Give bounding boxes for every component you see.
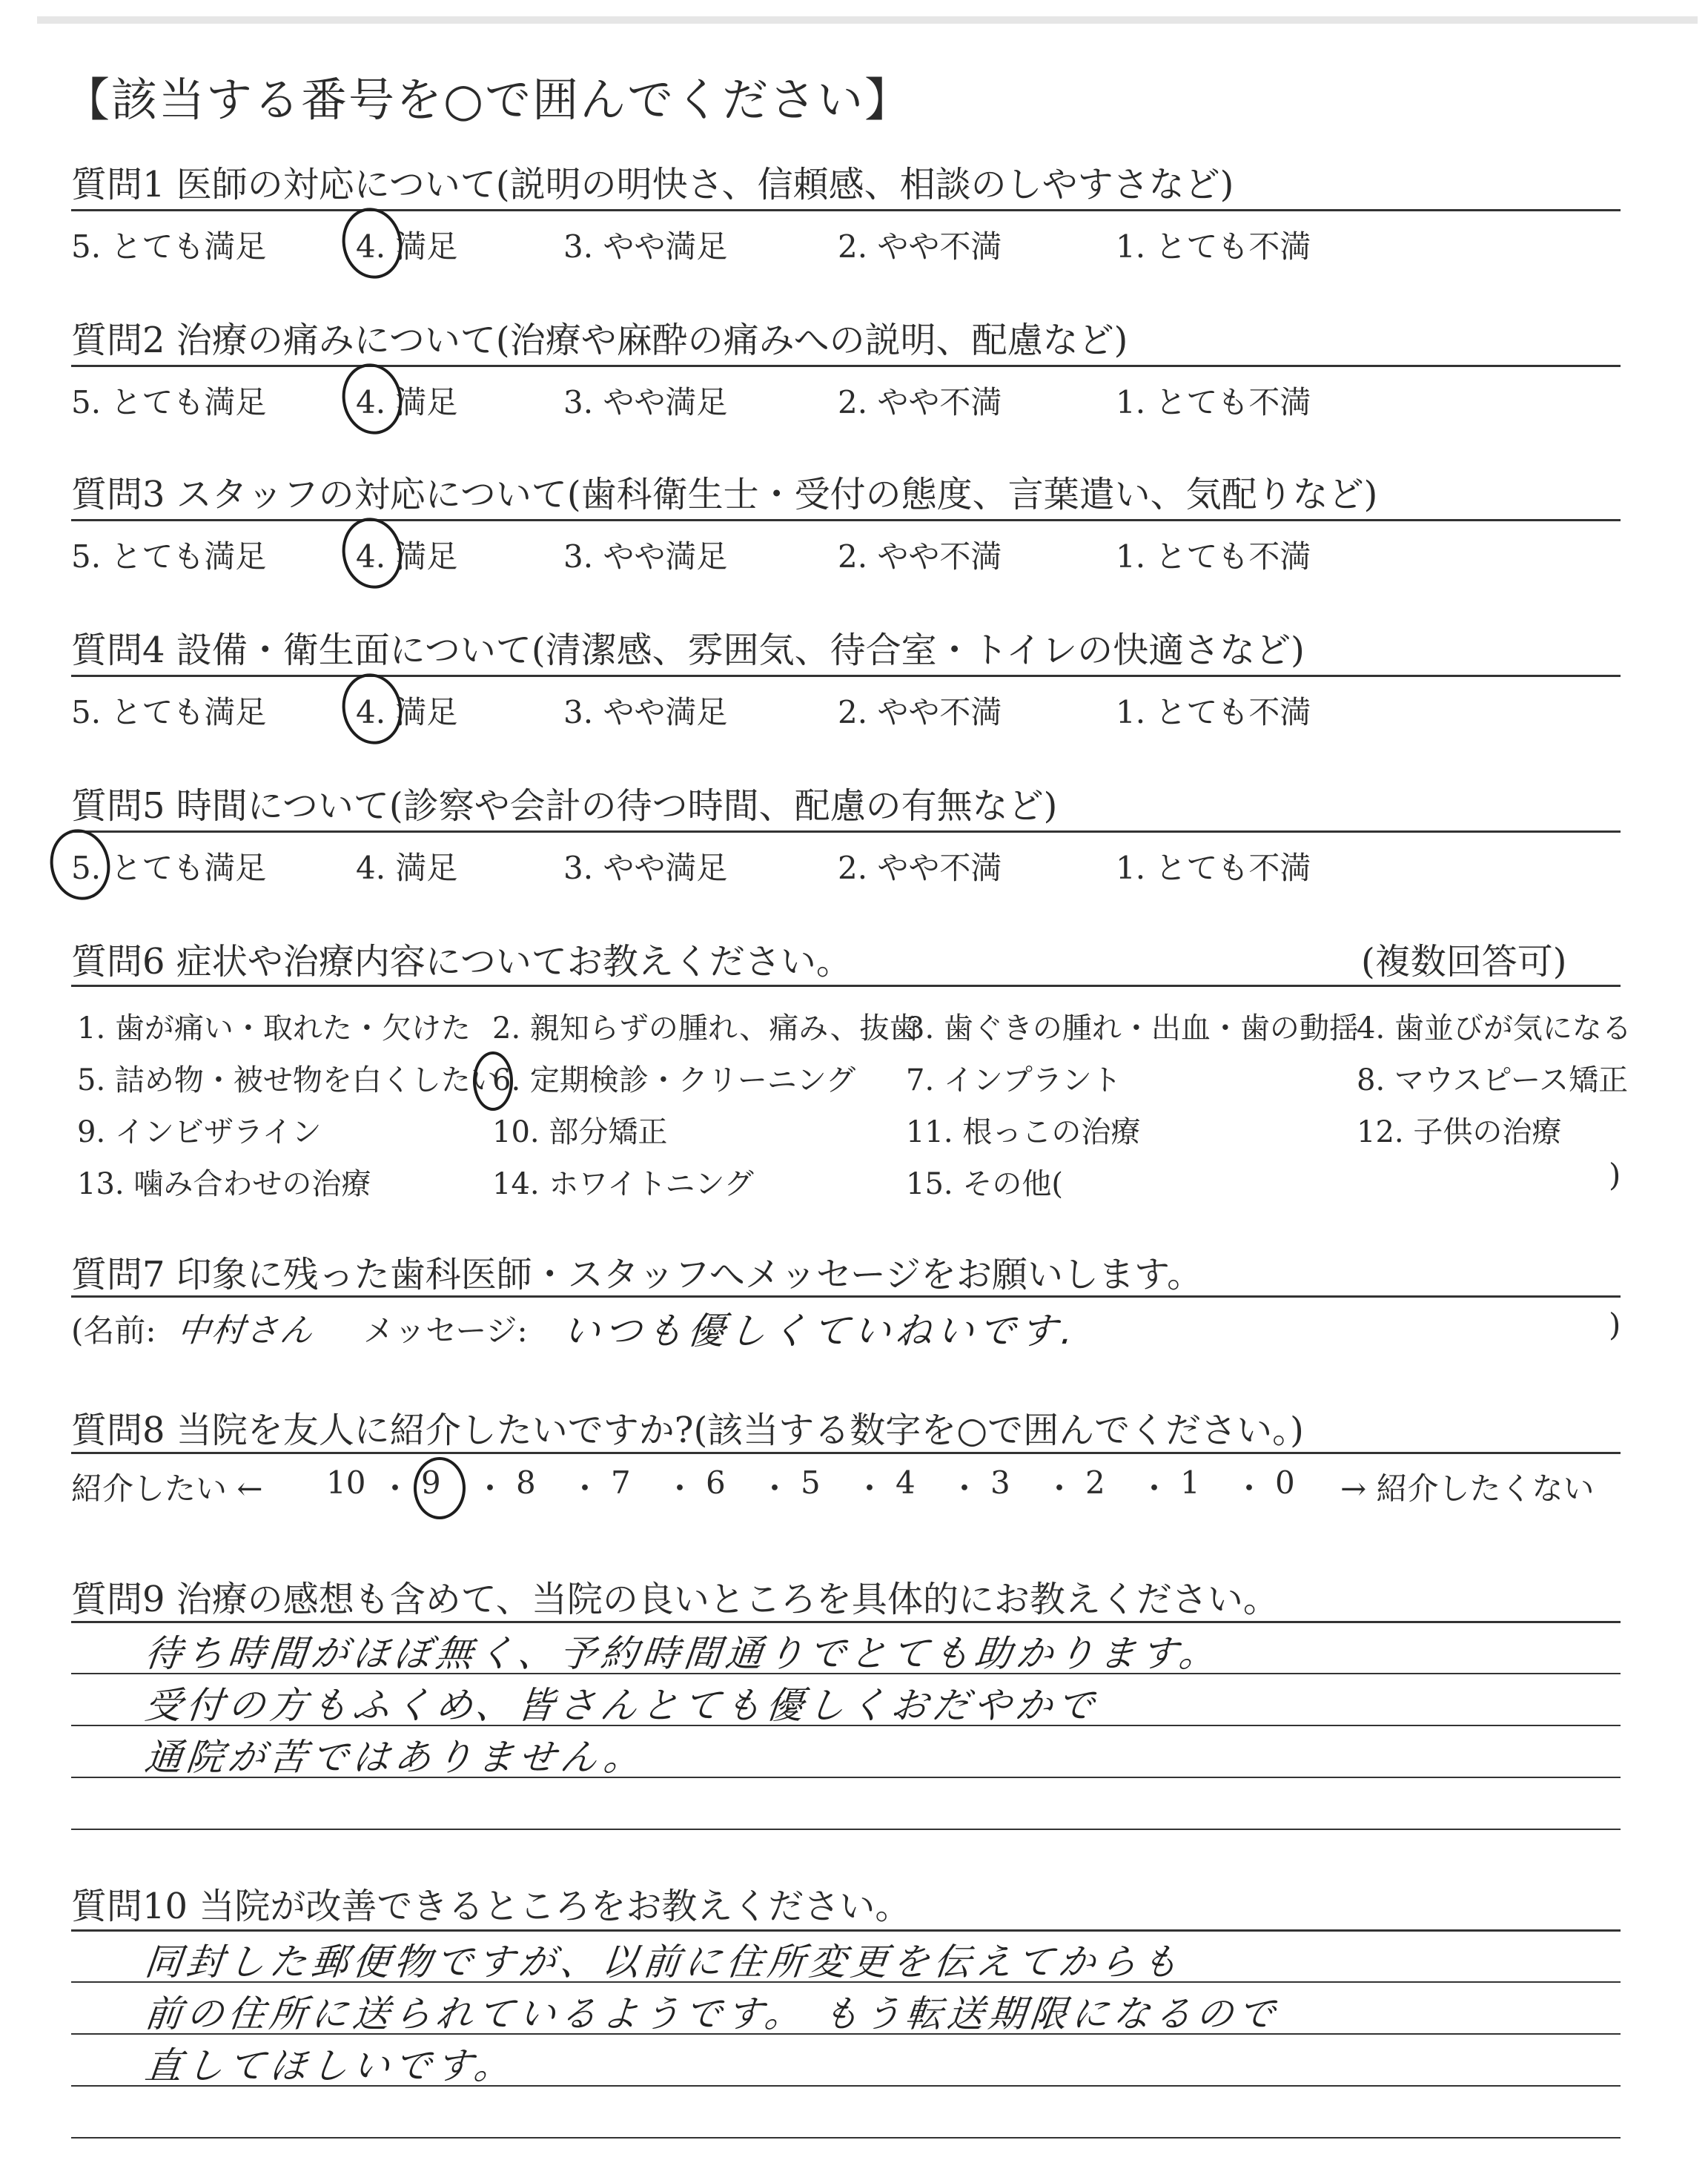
q6-option-12[interactable]: 12. 子供の治療 [1357,1115,1562,1149]
q5-option-2[interactable]: 2. やや不満 [838,850,1002,886]
q3-option-5[interactable]: 5. とても満足 [71,538,267,575]
q3-option-2[interactable]: 2. やや不満 [838,538,1002,575]
q9-answer-line[interactable]: 受付の方もふくめ、皆さんとても優しくおだやかで [142,1684,1101,1727]
q8-right-label: → 紹介したくない [1340,1470,1595,1507]
q2-selection-circle [336,358,408,440]
q8-number-4[interactable]: 4 [896,1464,916,1501]
q8-selection-circle [414,1457,466,1519]
q8-number-9[interactable]: 9 [421,1464,441,1501]
q6-rule [71,985,1621,987]
q6-option-14[interactable]: 14. ホワイトニング [492,1167,754,1201]
q4-rule [71,675,1621,677]
q6-selection-circle [473,1051,513,1111]
q5-option-1[interactable]: 1. とても不満 [1116,850,1311,886]
q6-option-5[interactable]: 5. 詰め物・被せ物を白くしたい [77,1063,500,1097]
q6-option-4[interactable]: 4. 歯並びが気になる [1357,1011,1632,1046]
q7-name-value[interactable]: 中村さん [175,1312,317,1350]
q7-close-paren: ) [1609,1307,1621,1343]
q7-message-label: メッセージ: [363,1312,528,1349]
q1-selection-circle [336,202,408,285]
q8-separator: ・ [1139,1470,1171,1507]
q6-option-11[interactable]: 11. 根っこの治療 [906,1115,1141,1149]
q8-number-7[interactable]: 7 [611,1464,631,1501]
q8-separator: ・ [664,1470,696,1507]
q8-separator: ・ [854,1470,886,1507]
q7-title: 質問7 印象に残った歯科医師・スタッフへメッセージをお願いします。 [71,1254,1203,1295]
q8-left-label: 紹介したい ← [71,1470,263,1507]
q10-line-rule [71,2137,1621,2138]
q4-option-4[interactable]: 4. 満足 [356,694,458,730]
q8-separator: ・ [1234,1470,1265,1507]
q8-number-0[interactable]: 0 [1275,1464,1295,1501]
q8-number-1[interactable]: 1 [1180,1464,1200,1501]
q2-option-4[interactable]: 4. 満足 [356,384,458,420]
q4-option-5[interactable]: 5. とても満足 [71,694,267,730]
q5-option-4[interactable]: 4. 満足 [356,850,458,886]
q6-option-1[interactable]: 1. 歯が痛い・取れた・欠けた [77,1011,471,1046]
q6-note: (複数回答可) [1361,941,1567,982]
q3-title: 質問3 スタッフの対応について(歯科衛生士・受付の態度、言葉遣い、気配りなど) [71,474,1378,515]
q1-option-1[interactable]: 1. とても不満 [1116,228,1311,265]
q8-separator: ・ [759,1470,791,1507]
q6-option-8[interactable]: 8. マウスピース矯正 [1357,1063,1629,1097]
q4-option-2[interactable]: 2. やや不満 [838,694,1002,730]
scan-top-edge [37,16,1698,24]
q4-option-3[interactable]: 3. やや満足 [563,694,728,730]
q3-selection-circle [336,512,408,595]
q10-answer-line[interactable]: 同封した郵便物ですが、以前に住所変更を伝えてからも [142,1941,1185,1984]
q7-message-value[interactable]: いつも優しくていねいです. [560,1309,1080,1353]
q8-separator: ・ [949,1470,981,1507]
q6-option-9[interactable]: 9. インビザライン [77,1115,322,1149]
q8-number-2[interactable]: 2 [1085,1464,1105,1501]
q3-option-1[interactable]: 1. とても不満 [1116,538,1311,575]
q1-rule [71,209,1621,211]
q9-title: 質問9 治療の感想も含めて、当院の良いところを具体的にお教えください。 [71,1579,1279,1620]
q5-option-5[interactable]: 5. とても満足 [71,850,267,886]
q7-name-label: (名前: [71,1312,156,1349]
q8-separator: ・ [569,1470,601,1507]
q2-option-2[interactable]: 2. やや不満 [838,384,1002,420]
q3-option-3[interactable]: 3. やや満足 [563,538,728,575]
q9-answer-line[interactable]: 通院が苦ではありません。 [142,1736,648,1779]
q6-option-10[interactable]: 10. 部分矯正 [492,1115,668,1149]
q5-title: 質問5 時間について(診察や会計の待つ時間、配慮の有無など) [71,785,1058,827]
q6-option-2[interactable]: 2. 親知らずの腫れ、痛み、抜歯 [492,1011,919,1046]
q3-rule [71,519,1621,521]
q9-line-rule [71,1621,1621,1623]
q6-close-paren: ) [1609,1157,1621,1193]
q8-number-5[interactable]: 5 [801,1464,821,1501]
q8-number-3[interactable]: 3 [990,1464,1010,1501]
q8-number-8[interactable]: 8 [516,1464,536,1501]
q10-title: 質問10 当院が改善できるところをお教えください。 [71,1886,911,1927]
q8-number-6[interactable]: 6 [706,1464,726,1501]
q5-option-3[interactable]: 3. やや満足 [563,850,728,886]
q10-line-rule [71,1929,1621,1932]
q7-rule [71,1295,1621,1298]
q9-line-rule [71,1829,1621,1830]
q2-title: 質問2 治療の痛みについて(治療や麻酔の痛みへの説明、配慮など) [71,320,1128,361]
q6-option-7[interactable]: 7. インプラント [906,1063,1122,1097]
q1-title: 質問1 医師の対応について(説明の明快さ、信頼感、相談のしやすさなど) [71,164,1234,205]
q8-title: 質問8 当院を友人に紹介したいですか?(該当する数字を○で囲んでください。) [71,1410,1304,1451]
q2-option-5[interactable]: 5. とても満足 [71,384,267,420]
q10-answer-line[interactable]: 前の住所に送られているようです。 もう転送期限になるので [142,1992,1282,2035]
q1-option-4[interactable]: 4. 満足 [356,228,458,265]
q10-answer-line[interactable]: 直してほしいです。 [142,2044,518,2087]
q2-option-3[interactable]: 3. やや満足 [563,384,728,420]
q8-rule [71,1452,1621,1454]
q4-title: 質問4 設備・衛生面について(清潔感、雰囲気、待合室・トイレの快適さなど) [71,630,1305,671]
q6-option-15[interactable]: 15. その他( [906,1167,1063,1201]
q2-option-1[interactable]: 1. とても不満 [1116,384,1311,420]
q5-rule [71,830,1621,833]
q2-rule [71,365,1621,367]
q8-number-10[interactable]: 10 [326,1464,366,1501]
q6-option-3[interactable]: 3. 歯ぐきの腫れ・出血・歯の動揺 [906,1011,1359,1046]
q8-separator: ・ [474,1470,506,1507]
q1-option-5[interactable]: 5. とても満足 [71,228,267,265]
q4-selection-circle [336,668,408,750]
q6-option-6[interactable]: 6. 定期検診・クリーニング [492,1063,856,1097]
q9-answer-line[interactable]: 待ち時間がほぼ無く、予約時間通りでとても助かります。 [142,1632,1223,1675]
q1-option-3[interactable]: 3. やや満足 [563,228,728,265]
page-heading: 【該当する番号を○で囲んでください】 [64,73,913,127]
q8-separator: ・ [1044,1470,1076,1507]
q6-title: 質問6 症状や治療内容についてお教えください。 [71,941,852,982]
q5-selection-circle [44,824,116,906]
q8-separator: ・ [380,1470,411,1507]
q4-option-1[interactable]: 1. とても不満 [1116,694,1311,730]
q3-option-4[interactable]: 4. 満足 [356,538,458,575]
q1-option-2[interactable]: 2. やや不満 [838,228,1002,265]
q6-option-13[interactable]: 13. 噛み合わせの治療 [77,1167,371,1201]
